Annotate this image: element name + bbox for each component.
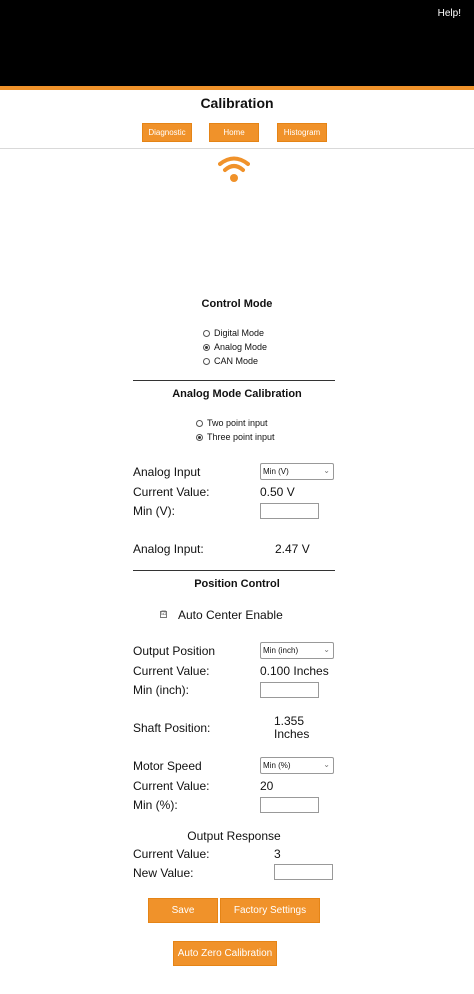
shaft-position-value: 1.355 (274, 714, 305, 728)
control-mode-title: Control Mode (201, 298, 273, 310)
output-response-title: Output Response (187, 829, 281, 843)
auto-zero-calibration-button[interactable]: Auto Zero Calibration (173, 941, 277, 966)
page-title: Calibration (200, 95, 274, 111)
chevron-down-icon: ⌄ (323, 645, 330, 654)
radio-label: Three point input (207, 432, 275, 442)
wifi-icon (218, 155, 250, 185)
new-value-label: New Value: (133, 866, 194, 880)
motor-speed-select[interactable] (260, 757, 334, 774)
section-divider (133, 570, 335, 571)
min-v-label: Min (V): (133, 504, 175, 518)
radio-circle-selected[interactable] (196, 434, 203, 441)
min-percent-label: Min (%): (133, 798, 178, 812)
current-value-label: Current Value: (133, 847, 210, 861)
radio-can-mode[interactable] (203, 356, 258, 366)
analog-input-select[interactable] (260, 463, 334, 480)
help-link[interactable]: Help! (437, 8, 461, 19)
radio-analog-mode[interactable] (203, 342, 267, 352)
current-value: 0.100 Inches (260, 664, 329, 678)
min-percent-input[interactable] (260, 797, 319, 813)
motor-speed-label: Motor Speed (133, 759, 202, 773)
radio-circle-selected[interactable] (203, 344, 210, 351)
current-value-label: Current Value: (133, 664, 210, 678)
radio-three-point[interactable] (196, 432, 275, 442)
auto-center-label: Auto Center Enable (178, 608, 283, 622)
shaft-position-label: Shaft Position: (133, 721, 211, 735)
select-value: Min (inch) (263, 646, 299, 655)
save-button[interactable]: Save (148, 898, 218, 923)
current-value: 20 (260, 779, 274, 793)
chevron-down-icon: ⌄ (323, 466, 330, 475)
analog-input-reading: 2.47 V (275, 542, 310, 556)
min-inch-input[interactable] (260, 682, 319, 698)
select-value: Min (V) (263, 467, 289, 476)
analog-input-label: Analog Input (133, 465, 201, 479)
current-value-label: Current Value: (133, 779, 210, 793)
radio-label: Two point input (207, 418, 268, 428)
radio-circle[interactable] (203, 330, 210, 337)
output-position-select[interactable] (260, 642, 334, 659)
radio-circle[interactable] (196, 420, 203, 427)
radio-label: Digital Mode (214, 328, 265, 338)
radio-label: Analog Mode (214, 342, 268, 352)
min-v-input[interactable] (260, 503, 319, 519)
factory-settings-button[interactable]: Factory Settings (220, 898, 320, 923)
auto-center-checkbox[interactable]: ☑ (161, 611, 167, 617)
min-inch-label: Min (inch): (133, 683, 190, 697)
output-position-label: Output Position (133, 644, 216, 658)
radio-two-point[interactable] (196, 418, 268, 428)
top-header-bar (0, 0, 474, 86)
diagnostic-button[interactable]: Diagnostic (142, 123, 192, 142)
radio-digital-mode[interactable] (203, 328, 264, 338)
histogram-button[interactable]: Histogram (277, 123, 327, 142)
analog-calibration-title: Analog Mode Calibration (172, 388, 302, 400)
select-value: Min (%) (263, 761, 291, 770)
nav-divider (0, 148, 474, 149)
radio-label: CAN Mode (214, 356, 259, 366)
current-value: 0.50 V (260, 485, 295, 499)
new-value-input[interactable] (274, 864, 333, 880)
section-divider (133, 380, 335, 381)
radio-circle[interactable] (203, 358, 210, 365)
analog-input-reading-label: Analog Input: (133, 542, 204, 556)
current-value-label: Current Value: (133, 485, 210, 499)
shaft-position-unit: Inches (274, 727, 310, 741)
chevron-down-icon: ⌄ (323, 760, 330, 769)
home-button[interactable]: Home (209, 123, 259, 142)
header-accent-line (0, 86, 474, 90)
current-value: 3 (274, 847, 281, 861)
position-control-title: Position Control (194, 578, 280, 590)
